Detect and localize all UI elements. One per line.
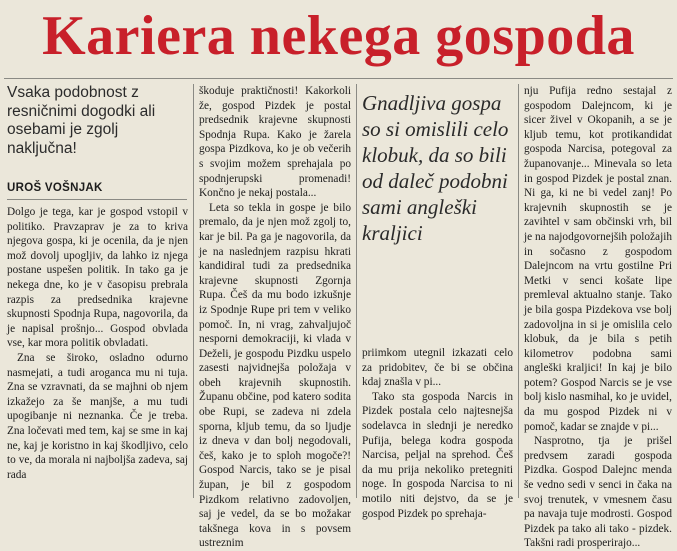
byline: UROŠ VOŠNJAK [7, 182, 103, 194]
pull-quote [362, 90, 514, 246]
col4-paragraph: Nasprotno, tja je prišel predvsem zaradi gospoda Pizdka. Gospod Dalejnc menda še vedno sedi v senci in čaka na svoj trenutek, v vmesnem času pa navaja tuje modrosti. Gospod Pizdek pa tako ali tako - pizdek. Takšni radi prosperirajo... [524, 435, 672, 550]
col3-paragraph: Tako sta gospoda Narcis in Pizdek postala celo najtesnejša sodelavca in slednji je neredko Pufija, belega kodra gospoda Narcisa, peljal na sprehod. Češ da mu prija nekoliko pretegniti noge. In gospoda Narcisa to ni motilo niti dejstvo, da se je gospod Pizdek po sprehaja- [362, 390, 513, 520]
column-divider-3 [518, 84, 519, 498]
column-3 [362, 346, 513, 521]
article-lead: Vsaka podobnost z resničnimi dogodki ali osebami je zgolj naključna! [7, 84, 156, 157]
headline: Kariera nekega gospoda [42, 5, 635, 67]
column-1 [7, 205, 188, 482]
col2-paragraph: Leta so tekla in gospe je bilo premalo, da je njen mož zgolj to, kar je bil. Pa ga je nagovorila, da je na naslednjem razpisu hkrati kandidiral tudi za predsednika krajevne skupnosti Zgornja Rupa. Češ da mu bodo izkušnje iz Spodnje Rupe pri tem v veliko pomoč. In, ni vrag, zahvaljujoč nesporni demokraciji, ki vlada v Deželi, je gospodu Pizdku uspelo zasesti najvidnejša položaja v obeh krajevnih skupnostih. Županu občine, pod katero sodita obe Rupi, se zadeva ni zdela sporna, kljub temu, da so ljudje iz dneva v dan bolj negodovali, češ, kako je to sploh mogoče?! Gospod Narcis, tako se je pisal župan, je bil z gospodom Pizdkom relativno zadovoljen, saj je vedel, da se bo možakar takšnega kova in s povsem ustreznim [199, 201, 351, 550]
col4-paragraph: nju Pufija redno sestajal z gospodom Dalejncom, ki je sicer živel v Okopanih, a se je kljub temu, kot protikandidat gospoda Narcisa, potegoval za županovanje... Minevala so leta in gospod Pizdek je postal znan. Ni ga, ki ne bi vedel zanj! Po krajevnih skupnostih se je zavihtel v sam občinski vrh, bil je na najodgovornejših položajih in sočasno z gospodom Dalejncom na vrtu gostilne Pri Metki v senci košate lipe premleval aktualno stanje. Tako je bila gospa Pizdekova vse bolj zadovoljna in si je omislila celo klobuk, da je bila s petih kilometrov podobna sami angleški kraljici! In kaj je bilo potem? Gospod Narcis se je vse bolj kislo nasmihal, ko je uvidel, da mu gospod Pizdek ni v pomoč, kadar se znajde v pi... [524, 85, 672, 433]
col2-paragraph: škoduje praktičnosti! Kakorkoli že, gospod Pizdek je postal predsednik krajevne skupnosti Spodnja Rupa. Kako je žarela gospa Pizdkova, ko je ob večerih s svojim možem sprehajala po spodnjerupski promenadi! Končno je nekaj postala... [199, 85, 351, 200]
pull-quote-text: Gnadljiva gospa so si omislili celo klobuk, da so bili od daleč podobni sami angleški kraljici [362, 91, 509, 245]
column-divider-2 [356, 84, 357, 498]
headline-rule [4, 78, 673, 79]
col3-paragraph: priimkom utegnil izkazati celo za pridobitev, če bi se občina kdaj znašla v pi... [362, 347, 513, 389]
byline-rule [7, 199, 187, 200]
column-divider-1 [193, 84, 194, 498]
column-2 [199, 84, 351, 551]
column-4 [524, 84, 672, 551]
col1-paragraph: Dolgo je tega, kar je gospod vstopil v politiko. Pravzaprav je za to kriva njegova gospa, ki je ocenila, da je njen mož dovolj upogljiv, da lahko iz njega postane uspešen politik. In tako ga je nekega dne, ko je v časopisu prebrala razpis za predsednika krajevne skupnosti Spodnja Rupa, nagovorila, da je napisal prošnjo... Gospod obvlada vse, kar mora politik obvladati. [7, 206, 188, 350]
col1-paragraph: Zna se široko, osladno odurno nasmejati, a tudi aroganca mu ni tuja. Zna se vzravnati, da se majhni ob njem izkažejo za še manjše, a mu tudi upogibanje ni neznanka. Če je treba. Zna ločevati med tem, kaj se sme in kaj ne, kaj je koristno in kaj škodljivo, celo to ve, da morala ni najboljša zadeva, saj rada [7, 351, 188, 481]
